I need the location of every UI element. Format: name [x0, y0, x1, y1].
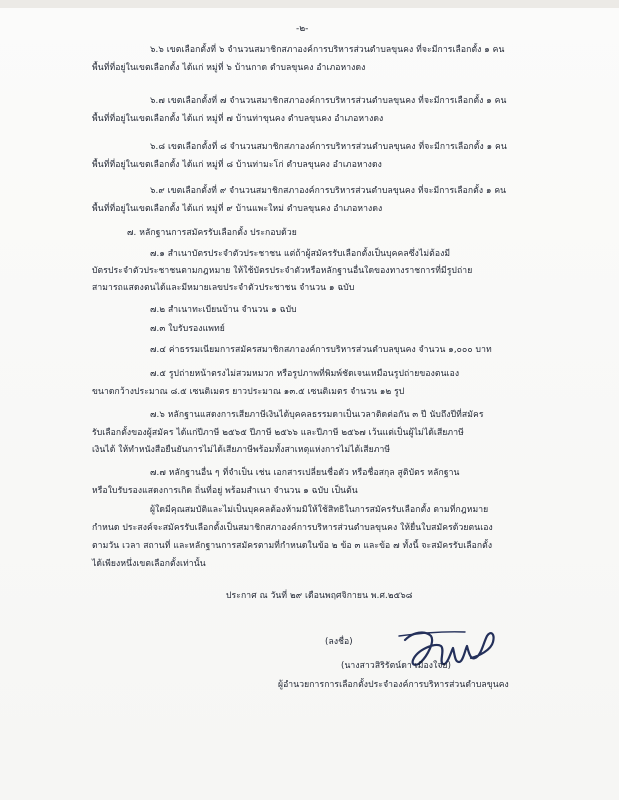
section-7-5-line1: ๗.๕ รูปถ่ายหน้าตรงไม่สวมหมวก หรือรูปภาพที่พิมพ์ชัดเจนเหมือนรูปถ่ายของตนเอง [150, 369, 460, 379]
section-6-9-line1: ๖.๙ เขตเลือกตั้งที่ ๙ จำนวนสมาชิกสภาองค์การบริหารส่วนตำบลขุนคง ที่จะมีการเลือกตั้ง ๑ คน [150, 186, 507, 196]
announcement-date: ประกาศ ณ วันที่ ๒๙ เดือนพฤศจิกายน พ.ศ.๒๕๖๘ [226, 591, 413, 601]
section-7-6-line3: เงินได้ ให้ทำหนังสือยืนยันการไม่ได้เสียภาษีพร้อมทั้งสาเหตุแห่งการไม่ได้เสียภาษี [92, 445, 391, 455]
section-7-4: ๗.๔ ค่าธรรมเนียมการสมัครสมาชิกสภาองค์การบริหารส่วนตำบลขุนคง จำนวน ๑,๐๐๐ บาท [150, 345, 492, 355]
section-7-3: ๗.๓ ใบรับรองแพทย์ [150, 324, 225, 334]
closing-line2: กำหนด ประสงค์จะสมัครรับเลือกตั้งเป็นสมาชิกสภาองค์การบริหารส่วนตำบลขุนคง ให้ยื่นใบสมัครด้วยตนเอง [92, 523, 493, 533]
section-7-6-line2: รับเลือกตั้งของผู้สมัคร ได้แก่ปีภาษี ๒๕๖๕ ปีภาษี ๒๕๖๖ และปีภาษี ๒๕๖๗ เว้นแต่เป็นผู้ไม่ได้เสียภาษี [92, 428, 464, 438]
section-7-1-line1: ๗.๑ สำเนาบัตรประจำตัวประชาชน แต่ถ้าผู้สมัครรับเลือกตั้งเป็นบุคคลซึ่งไม่ต้องมี [150, 249, 451, 259]
section-6-8-line1: ๖.๘ เขตเลือกตั้งที่ ๘ จำนวนสมาชิกสภาองค์การบริหารส่วนตำบลขุนคง ที่จะมีการเลือกตั้ง ๑ คน [150, 142, 507, 152]
section-7-7-line2: หรือใบรับรองแสดงการเกิด ถิ่นที่อยู่ พร้อมสำเนา จำนวน ๑ ฉบับ เป็นต้น [92, 486, 358, 496]
closing-line1: ผู้ใดมีคุณสมบัติและไม่เป็นบุคคลต้องห้ามมิให้ใช้สิทธิในการสมัครรับเลือกตั้ง ตามที่กฎหมาย [150, 505, 489, 515]
page-number: -๒- [296, 24, 309, 34]
scan-top-edge [0, 0, 619, 8]
closing-line4: ได้เพียงหนึ่งเขตเลือกตั้งเท่านั้น [92, 559, 206, 569]
section-7-7-line1: ๗.๗ หลักฐานอื่น ๆ ที่จำเป็น เช่น เอกสารเปลี่ยนชื่อตัว หรือชื่อสกุล สูติบัตร หลักฐาน [150, 468, 460, 478]
section-6-6-line2: พื้นที่ที่อยู่ในเขตเลือกตั้ง ได้แก่ หมู่ที่ ๖ บ้านกาด ตำบลขุนคง อำเภอหางดง [92, 63, 366, 73]
section-6-7-line1: ๖.๗ เขตเลือกตั้งที่ ๗ จำนวนสมาชิกสภาองค์การบริหารส่วนตำบลขุนคง ที่จะมีการเลือกตั้ง ๑ คน [150, 96, 507, 106]
section-6-8-line2: พื้นที่ที่อยู่ในเขตเลือกตั้ง ได้แก่ หมู่ที่ ๘ บ้านท่ามะโก่ ตำบลขุนคง อำเภอหางดง [92, 160, 382, 170]
section-7-2: ๗.๒ สำเนาทะเบียนบ้าน จำนวน ๑ ฉบับ [150, 305, 297, 315]
signature-label: (ลงชื่อ) [325, 637, 353, 647]
section-7-1-line3: สามารถแสดงตนได้และมีหมายเลขประจำตัวประชาชน จำนวน ๑ ฉบับ [92, 283, 355, 293]
signatory-position: ผู้อำนวยการการเลือกตั้งประจำองค์การบริหารส่วนตำบลขุนคง [278, 680, 509, 690]
section-7-heading: ๗. หลักฐานการสมัครรับเลือกตั้ง ประกอบด้วย [127, 228, 297, 238]
section-7-6-line1: ๗.๖ หลักฐานแสดงการเสียภาษีเงินได้บุคคลธรรมดาเป็นเวลาติดต่อกัน ๓ ปี นับถึงปีที่สมัคร [150, 410, 484, 420]
section-7-1-line2: บัตรประจำตัวประชาชนตามกฎหมาย ให้ใช้บัตรประจำตัวหรือหลักฐานอื่นใดของทางราชการที่มีรูปถ่าย [92, 266, 473, 276]
section-7-5-line2: ขนาดกว้างประมาณ ๘.๕ เซนติเมตร ยาวประมาณ ๑๓.๕ เซนติเมตร จำนวน ๑๒ รูป [92, 387, 405, 397]
closing-line3: ตามวัน เวลา สถานที่ และหลักฐานการสมัครตามที่กำหนดในข้อ ๒ ข้อ ๓ และข้อ ๗ ทั้งนี้ จะสมัครรับเลือกตั้ง [92, 541, 493, 551]
section-6-6-line1: ๖.๖ เขตเลือกตั้งที่ ๖ จำนวนสมาชิกสภาองค์การบริหารส่วนตำบลขุนคง ที่จะมีการเลือกตั้ง ๑ คน [150, 45, 505, 55]
signatory-name: (นางสาวสิริรัตน์ดา เมืองใจย) [341, 661, 452, 671]
section-6-7-line2: พื้นที่ที่อยู่ในเขตเลือกตั้ง ได้แก่ หมู่ที่ ๗ บ้านท่าขุนคง ตำบลขุนคง อำเภอหางดง [92, 114, 384, 124]
section-6-9-line2: พื้นที่ที่อยู่ในเขตเลือกตั้ง ได้แก่ หมู่ที่ ๙ บ้านแพะใหม่ ตำบลขุนคง อำเภอหางดง [92, 204, 383, 214]
